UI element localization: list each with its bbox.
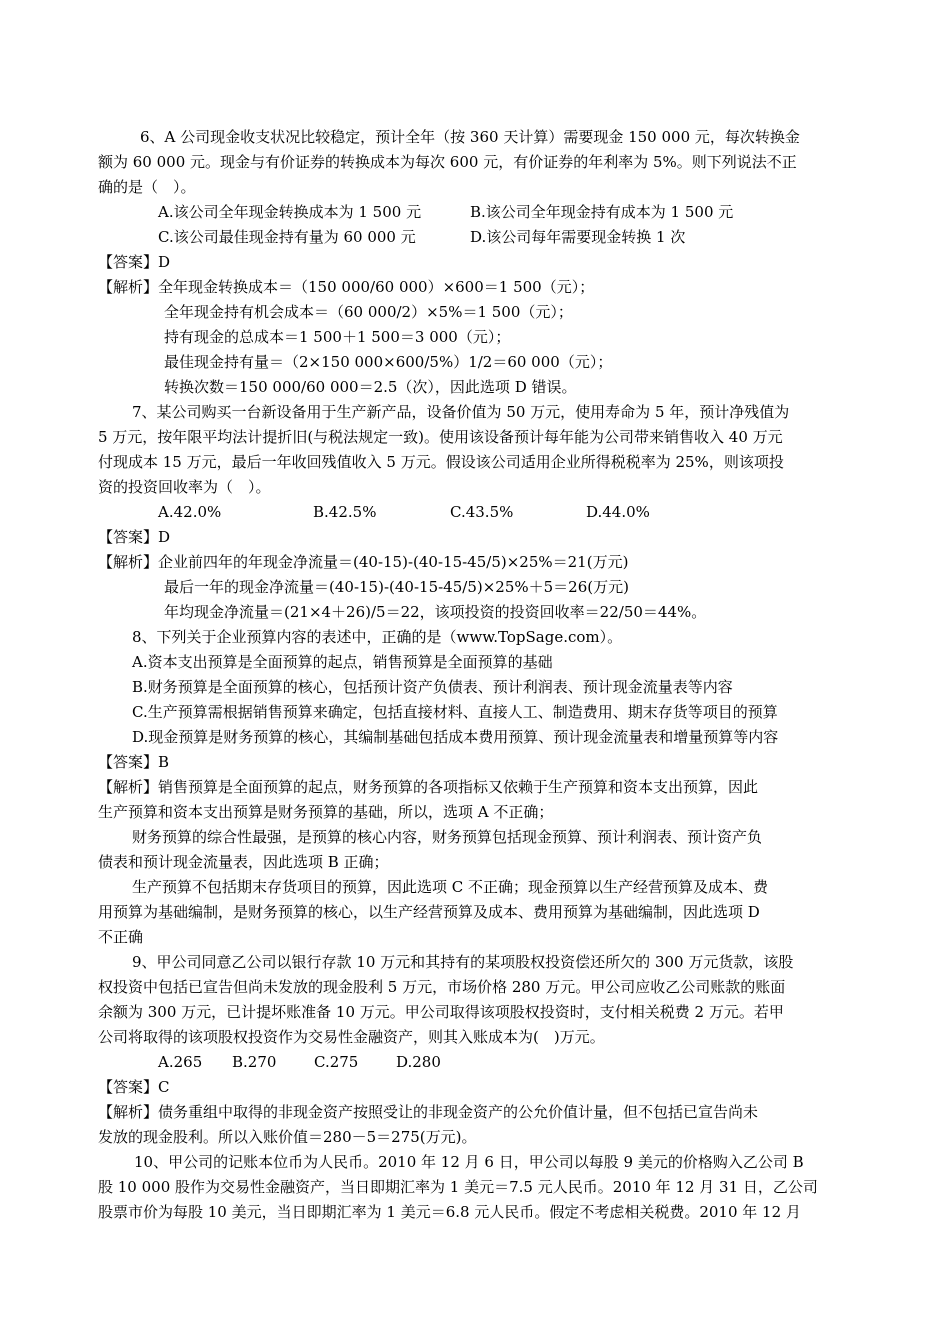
q8-analysis-line-3: 财务预算的综合性最强，是预算的核心内容，财务预算包括现金预算、预计利润表、预计资产负 xyxy=(132,828,763,846)
q6-analysis-line-1: 【解析】全年现金转换成本＝（150 000/60 000）×600＝1 500（元）； xyxy=(98,278,595,296)
q6-option-d: D.该公司每年需要现金转换 1 次 xyxy=(470,228,686,246)
q6-option-c: C.该公司最佳现金持有量为 60 000 元 xyxy=(158,228,416,246)
q6-answer: 【答案】D xyxy=(98,253,171,271)
q6-stem-line-3: 确的是（ ）。 xyxy=(98,178,196,196)
q8-option-a: A.资本支出预算是全面预算的起点，销售预算是全面预算的基础 xyxy=(132,653,553,671)
q7-analysis-line-1: 【解析】企业前四年的年现金净流量＝(40-15)-(40-15-45/5)×25%＝21(万元) xyxy=(98,553,629,571)
q6-analysis-line-2: 全年现金持有机会成本＝（60 000/2）×5%＝1 500（元）； xyxy=(164,303,573,321)
q7-option-a: A.42.0% xyxy=(158,503,222,521)
q9-stem-line-4: 公司将取得的该项股权投资作为交易性金融资产，则其入账成本为( )万元。 xyxy=(98,1028,605,1046)
q9-stem-line-2: 权投资中包括已宣告但尚未发放的现金股利 5 万元，市场价格 280 万元。甲公司应收乙公司账款的账面 xyxy=(98,978,786,996)
q7-stem-line-4: 资的投资回收率为（ ）。 xyxy=(98,478,271,496)
q8-analysis-line-1: 【解析】销售预算是全面预算的起点，财务预算的各项指标又依赖于生产预算和资本支出预算，因此 xyxy=(98,778,759,796)
q8-analysis-line-4: 债表和预计现金流量表，因此选项 B 正确； xyxy=(98,853,389,871)
q9-option-a: A.265 xyxy=(158,1053,203,1071)
q7-analysis-line-2: 最后一年的现金净流量＝(40-15)-(40-15-45/5)×25%＋5＝26(万元) xyxy=(164,578,629,596)
q6-option-b: B.该公司全年现金持有成本为 1 500 元 xyxy=(470,203,734,221)
q6-stem-line-2: 额为 60 000 元。现金与有价证券的转换成本为每次 600 元，有价证券的年利率为 5%。则下列说法不正 xyxy=(98,153,797,171)
q6-option-a: A.该公司全年现金转换成本为 1 500 元 xyxy=(158,203,422,221)
q9-analysis-line-1: 【解析】债务重组中取得的非现金资产按照受让的非现金资产的公允价值计量，但不包括已宣告尚未 xyxy=(98,1103,759,1121)
q10-stem-line-1: 10、甲公司的记账本位币为人民币。2010 年 12 月 6 日，甲公司以每股 9 美元的价格购入乙公司 B xyxy=(134,1153,804,1171)
q7-analysis-line-3: 年均现金净流量＝(21×4＋26)/5＝22，该项投资的投资回收率＝22/50＝44%。 xyxy=(164,603,707,621)
q9-answer: 【答案】C xyxy=(98,1078,170,1096)
q8-analysis-line-5: 生产预算不包括期末存货项目的预算，因此选项 C 不正确；现金预算以生产经营预算及成本、费 xyxy=(132,878,769,896)
q6-analysis-line-5: 转换次数＝150 000/60 000＝2.5（次），因此选项 D 错误。 xyxy=(164,378,577,396)
q10-stem-line-3: 股票市价为每股 10 美元，当日即期汇率为 1 美元＝6.8 元人民币。假定不考虑相关税费。2010 年 12 月 xyxy=(98,1203,801,1221)
q8-analysis-line-2: 生产预算和资本支出预算是财务预算的基础，所以，选项 A 不正确； xyxy=(98,803,554,821)
q7-stem-line-3: 付现成本 15 万元，最后一年收回残值收入 5 万元。假设该公司适用企业所得税税率为 25%，则该项投 xyxy=(98,453,784,471)
q9-analysis-line-2: 发放的现金股利。所以入账价值＝280－5＝275(万元)。 xyxy=(98,1128,477,1146)
q9-option-c: C.275 xyxy=(314,1053,359,1071)
q8-option-d: D.现金预算是财务预算的核心，其编制基础包括成本费用预算、预计现金流量表和增量预算等内容 xyxy=(132,728,779,746)
q8-analysis-line-6: 用预算为基础编制，是财务预算的核心，以生产经营预算及成本、费用预算为基础编制，因此选项 D xyxy=(98,903,760,921)
q6-stem-line-1: 6、A 公司现金收支状况比较稳定，预计全年（按 360 天计算）需要现金 150 000 元，每次转换金 xyxy=(140,128,800,146)
q10-stem-line-2: 股 10 000 股作为交易性金融资产，当日即期汇率为 1 美元＝7.5 元人民币。2010 年 12 月 31 日，乙公司 xyxy=(98,1178,818,1196)
q6-analysis-line-4: 最佳现金持有量＝（2×150 000×600/5%）1/2＝60 000（元）； xyxy=(164,353,613,371)
q8-analysis-line-7: 不正确 xyxy=(98,928,144,946)
q7-answer: 【答案】D xyxy=(98,528,171,546)
q9-stem-line-3: 余额为 300 万元，已计提坏账准备 10 万元。甲公司取得该项股权投资时，支付相关税费 2 万元。若甲 xyxy=(98,1003,784,1021)
q7-stem-line-1: 7、某公司购买一台新设备用于生产新产品，设备价值为 50 万元，使用寿命为 5 年，预计净残值为 xyxy=(132,403,790,421)
q6-analysis-line-3: 持有现金的总成本＝1 500＋1 500＝3 000（元）； xyxy=(164,328,511,346)
q7-option-b: B.42.5% xyxy=(313,503,377,521)
q8-answer: 【答案】B xyxy=(98,753,170,771)
q9-option-d: D.280 xyxy=(396,1053,441,1071)
q7-option-d: D.44.0% xyxy=(586,503,650,521)
q9-stem-line-1: 9、甲公司同意乙公司以银行存款 10 万元和其持有的某项股权投资偿还所欠的 300 万元货款，该股 xyxy=(132,953,794,971)
q8-option-b: B.财务预算是全面预算的核心，包括预计资产负债表、预计利润表、预计现金流量表等内容 xyxy=(132,678,733,696)
q9-option-b: B.270 xyxy=(232,1053,277,1071)
q7-stem-line-2: 5 万元，按年限平均法计提折旧(与税法规定一致)。使用该设备预计每年能为公司带来销售收入 40 万元 xyxy=(98,428,783,446)
q8-option-c: C.生产预算需根据销售预算来确定，包括直接材料、直接人工、制造费用、期末存货等项目的预算 xyxy=(132,703,778,721)
q7-option-c: C.43.5% xyxy=(450,503,514,521)
q8-stem-line-1: 8、下列关于企业预算内容的表述中，正确的是（www.TopSage.com）。 xyxy=(132,628,623,646)
